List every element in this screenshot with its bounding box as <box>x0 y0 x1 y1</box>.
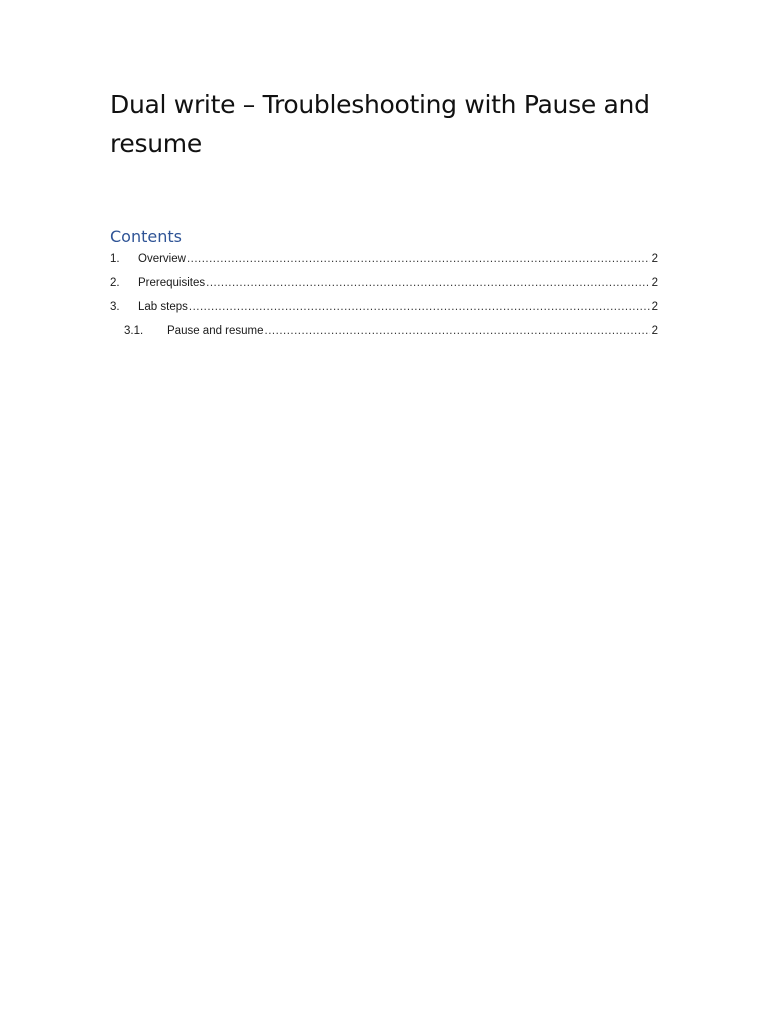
toc-entry-page: 2 <box>651 301 658 313</box>
toc-entry-prerequisites[interactable] <box>110 274 658 298</box>
toc-dot-leader <box>206 274 649 292</box>
document-title: Dual write – Troubleshooting with Pause and resume <box>110 90 650 158</box>
toc-dot-leader <box>189 298 650 316</box>
toc-dot-leader <box>265 322 650 340</box>
toc-entry-lab-steps[interactable] <box>110 298 658 322</box>
toc-entry-text: Overview <box>138 253 186 265</box>
toc-entry-page: 2 <box>651 325 658 337</box>
toc-entry-number: 1. <box>110 253 120 265</box>
toc-entry-page: 2 <box>651 277 658 289</box>
toc-entry-text: Prerequisites <box>138 277 206 289</box>
table-of-contents <box>110 250 658 346</box>
toc-entry-text: Lab steps <box>138 301 188 313</box>
toc-dot-leader <box>187 250 650 268</box>
toc-heading: Contents <box>110 227 182 246</box>
toc-entry-text: Pause and resume <box>167 325 264 337</box>
toc-entry-overview[interactable] <box>110 250 658 274</box>
toc-entry-number: 3. <box>110 301 120 313</box>
toc-entry-number: 3.1. <box>124 325 144 337</box>
toc-entry-page: 2 <box>651 253 658 265</box>
toc-entry-pause-and-resume[interactable] <box>110 322 658 346</box>
toc-entry-number: 2. <box>110 277 120 289</box>
